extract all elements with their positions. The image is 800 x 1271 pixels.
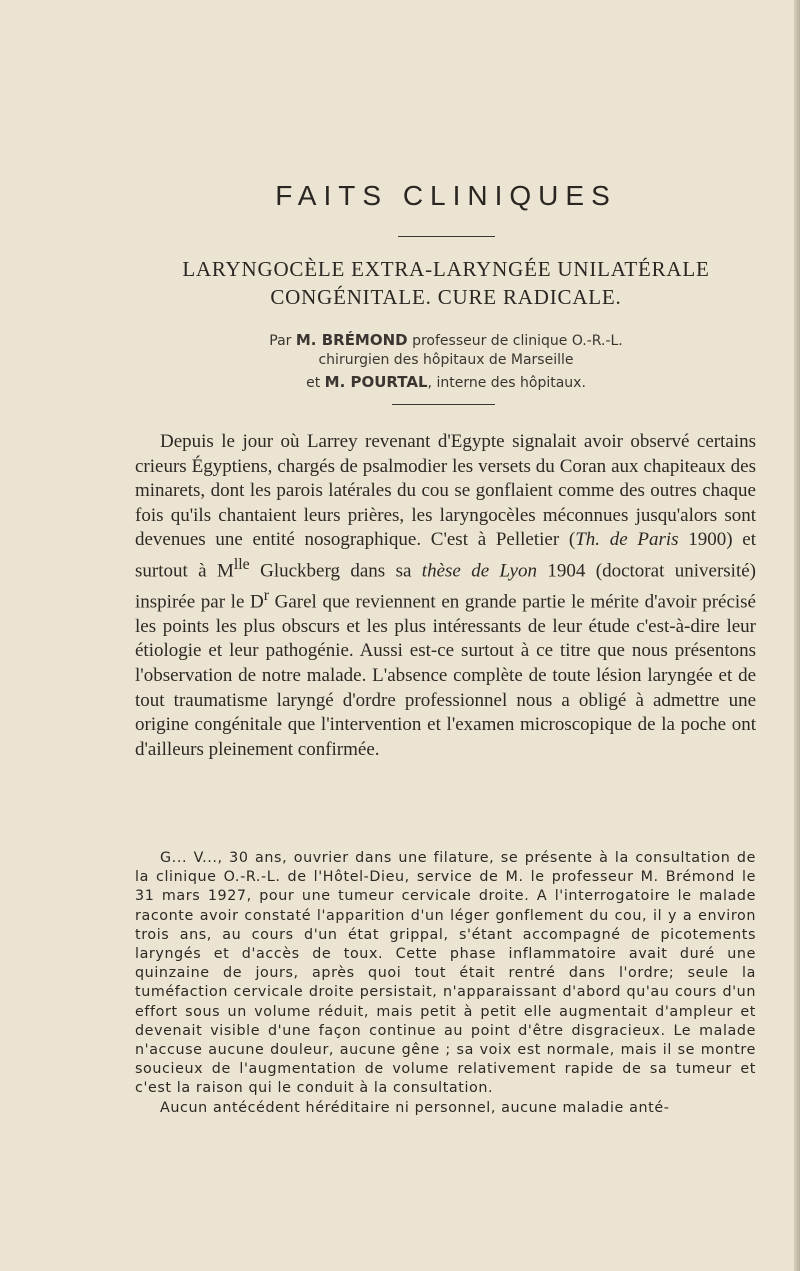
intro-paragraph: Depuis le jour où Larrey revenant d'Egypte signalait avoir observé certains crieurs Égyptiens, chargés de psalmodier les versets du Coran aux chapiteaux des minarets, dont les parois latérales du cou se gonflaient comme des outres chaque fois qu'ils chantaient leurs prières, les laryngocèles méconnues jusqu'alors sont devenues une entité nosographique. C'est à Pelletier (Th. de Paris 1900) et surtout à $M^{lle}$ Gluckberg dans sa thèse de Lyon 1904 (doctorat université) inspirée par le $D^r$ Garel que reviennent en grande partie le mérite d'avoir précisé les points les plus obscurs et les plus intéressants de leur étude c'est-à-dire leur étiologie et leur pathogénie. Aussi est-ce surtout à ce titre que nous présentons l'observation de notre malade. L'absence complète de toute lésion laryngée et de tout traumatisme laryngé d'ordre professionnel nous a obligé à admettre une origine congénitale que l'intervention et l'examen microscopique de la poche ont d'ailleurs pleinement confirmée. xyxy=(135,431,756,760)
author-bremond-role: professeur de clinique O.-R.-L. xyxy=(412,333,623,349)
observation-paragraph-2: Aucun antécédent héréditaire ni personnel, aucune maladie anté- xyxy=(160,1099,670,1116)
citation-lyon: thèse de Lyon xyxy=(421,560,537,582)
observation-paragraph-1: G... V..., 30 ans, ouvrier dans une filature, se présente à la consultation de la clinique O.-R.-L. de l'Hôtel-Dieu, service de M. le professeur M. Brémond le 31 mars 1927, pour une tumeur cervicale droite. A l'interrogatoire le malade raconte avoir constaté l'apparition d'un léger gonflement du cou, il y a environ trois ans, au cours d'un état grippal, s'étant accompagné de picotements laryngés et d'accès de toux. Cette phase inflammatoire avait duré une quinzaine de jours, après quoi tout était rentré dans l'ordre; seule la tuméfaction cervicale droite persistait, n'apparaissant d'abord qu'au cours d'un effort sous un volume réduit, mais petit à petit elle augmentait d'ampleur et devenait visible d'une façon continue au point d'être disgracieux. Le malade n'accuse aucune douleur, aucune gêne ; sa voix est normale, mais il se montre soucieux de l'augmentation de volume relativement rapide de sa tumeur et c'est la raison qui le conduit à la consultation. xyxy=(135,850,756,1097)
author-bremond: M. BRÉMOND xyxy=(295,331,408,349)
observation xyxy=(135,849,756,1118)
byline-line-2: chirurgien des hôpitaux de Marseille xyxy=(318,352,574,368)
article-title-line-1: LARYNGOCÈLE EXTRA-LARYNGÉE UNILATÉRALE xyxy=(182,257,710,281)
byline-divider xyxy=(392,404,495,405)
byline-line-1 xyxy=(0,331,800,349)
page-edge xyxy=(794,0,800,1271)
introduction xyxy=(135,430,756,762)
article-title-line-2: CONGÉNITALE. CURE RADICALE. xyxy=(270,285,622,309)
title-divider xyxy=(398,236,495,237)
author-pourtal: M. POURTAL xyxy=(324,373,428,391)
citation-paris: Th. de Paris xyxy=(575,529,679,551)
byline-line-3 xyxy=(0,373,800,391)
byline-et: et xyxy=(306,375,321,391)
author-pourtal-role: , interne des hôpitaux. xyxy=(427,375,586,391)
section-title: FAITS CLINIQUES xyxy=(275,180,617,211)
byline-par: Par xyxy=(269,333,292,349)
